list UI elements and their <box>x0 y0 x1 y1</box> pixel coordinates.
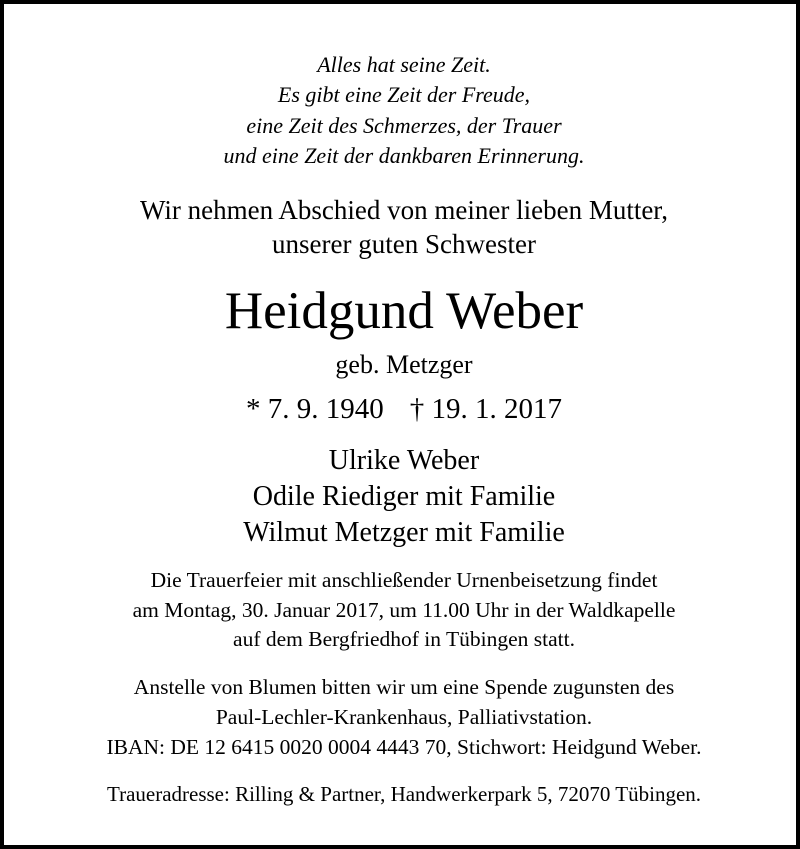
ceremony-line-1: Die Trauerfeier mit anschließender Urnenbeisetzung findet <box>150 568 658 592</box>
mourning-address: Traueradresse: Rilling & Partner, Handwerkerpark 5, 72070 Tübingen. <box>106 782 702 806</box>
motto-line-1: Alles hat seine Zeit. <box>317 52 491 77</box>
donation-line-2: Paul-Lechler-Krankenhaus, Palliativstation. <box>215 705 593 729</box>
deceased-name: Heidgund Weber <box>224 282 584 340</box>
donation-line-3: IBAN: DE 12 6415 0020 0004 4443 70, Stichwort: Heidgund Weber. <box>106 735 702 759</box>
donation-line-1: Anstelle von Blumen bitten wir um eine Spende zugunsten des <box>133 675 675 699</box>
mourner-3: Wilmut Metzger mit Familie <box>243 517 565 548</box>
motto-line-3: eine Zeit des Schmerzes, der Trauer <box>246 113 562 138</box>
motto-line-4: und eine Zeit der dankbaren Erinnerung. <box>223 143 585 168</box>
ceremony-line-3: auf dem Bergfriedhof in Tübingen statt. <box>233 627 575 651</box>
death-date: † 19. 1. 2017 <box>409 393 562 425</box>
life-dates <box>4 395 800 424</box>
mourner-2: Odile Riediger mit Familie <box>252 481 556 512</box>
motto-line-2: Es gibt eine Zeit der Freude, <box>277 82 531 107</box>
ceremony-line-2: am Montag, 30. Januar 2017, um 11.00 Uhr in der Waldkapelle <box>132 598 676 622</box>
intro-line-1: Wir nehmen Abschied von meiner lieben Mutter, <box>140 195 668 225</box>
birth-name: geb. Metzger <box>335 350 473 379</box>
mourner-1: Ulrike Weber <box>328 445 480 476</box>
birth-date: * 7. 9. 1940 <box>246 393 384 425</box>
intro-line-2: unserer guten Schwester <box>272 229 536 259</box>
